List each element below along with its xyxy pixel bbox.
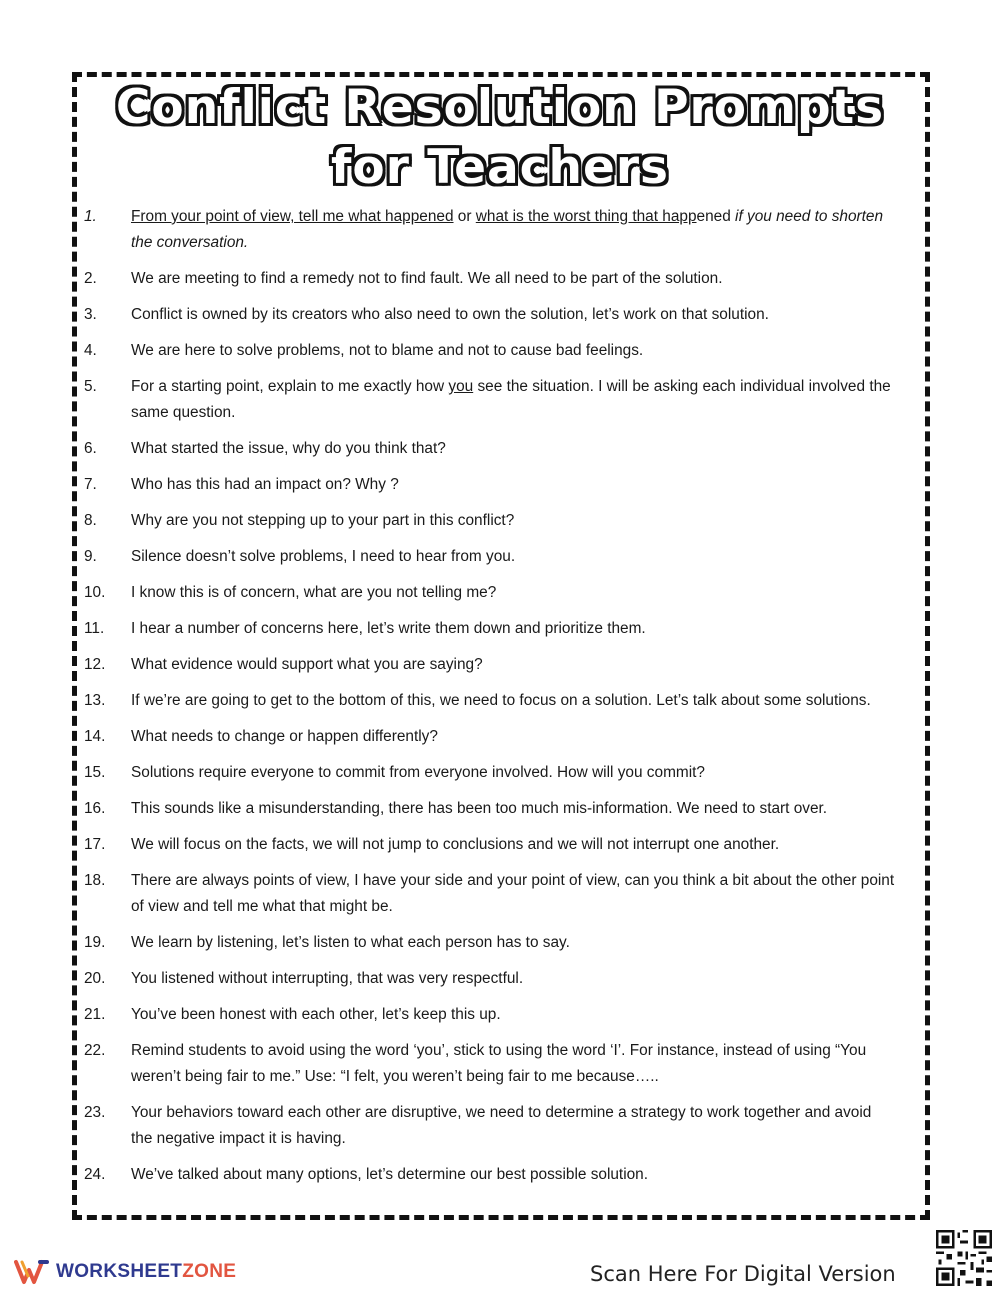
- prompt-text: [131, 760, 896, 786]
- prompt-text-segment: We will focus on the facts, we will not jump to conclusions and we will not interrupt one another.: [131, 836, 780, 853]
- scan-caption: Scan Here For Digital Version: [590, 1262, 896, 1286]
- prompt-number: 7.: [84, 476, 97, 493]
- prompt-number: 11.: [84, 620, 105, 637]
- prompt-number: 1.: [84, 208, 97, 225]
- prompt-text: [131, 796, 896, 822]
- brand-name: [56, 1261, 236, 1283]
- prompt-item: [84, 1038, 896, 1090]
- prompt-text-segment: Silence doesn’t solve problems, I need to hear from you.: [131, 548, 516, 565]
- prompt-item: [84, 266, 896, 292]
- prompt-item: [84, 688, 896, 714]
- prompt-number: 15.: [84, 764, 106, 781]
- prompt-text-segment: For a starting point, explain to me exactly how: [131, 378, 449, 395]
- prompt-text: [131, 580, 896, 606]
- prompt-text: [131, 688, 896, 714]
- prompt-text-segment: Remind students to avoid using the word ‘you’, stick to using the word ‘I’. For instance, instead of using “You weren’t being fair to me.” Use: “I felt, you weren’t being fair to me because…..: [131, 1042, 867, 1085]
- brand-name-part-2: ZONE: [182, 1261, 237, 1282]
- prompt-number: 20.: [84, 970, 106, 987]
- prompt-text: [131, 868, 896, 920]
- prompt-item: [84, 302, 896, 328]
- prompt-item: [84, 1100, 896, 1152]
- prompt-number: 9.: [84, 548, 97, 565]
- prompt-text-segment: You’ve been honest with each other, let’s keep this up.: [131, 1006, 501, 1023]
- title-line-1: Conflict Resolution Prompts: [115, 80, 885, 135]
- prompt-text-segment: you: [448, 378, 474, 395]
- worksheet-zone-logo-icon: [14, 1258, 50, 1286]
- prompt-text-segment: what is the worst thing that happ: [475, 208, 697, 225]
- prompt-number: 5.: [84, 378, 97, 395]
- prompt-text: [131, 544, 896, 570]
- prompt-item: [84, 374, 896, 426]
- brand-name-part-1: WORKSHEET: [56, 1261, 183, 1282]
- prompt-item: [84, 966, 896, 992]
- brand-logo[interactable]: [14, 1258, 236, 1286]
- prompt-text-segment: We learn by listening, let’s listen to what each person has to say.: [131, 934, 570, 951]
- qr-code-icon[interactable]: [936, 1230, 992, 1286]
- prompt-text: [131, 436, 896, 462]
- prompt-text-segment: If we’re are going to get to the bottom of this, we need to focus on a solution. Let’s talk about some solutions.: [131, 692, 871, 709]
- prompt-text: [131, 966, 896, 992]
- prompt-number: 21.: [84, 1006, 106, 1023]
- prompt-number: 8.: [84, 512, 97, 529]
- prompt-item: [84, 724, 896, 750]
- prompt-number: 6.: [84, 440, 97, 457]
- prompt-number: 16.: [84, 800, 106, 817]
- prompt-text: [131, 1100, 896, 1152]
- prompt-item: [84, 760, 896, 786]
- prompt-number: 10.: [84, 584, 106, 601]
- prompt-text-segment: Why are you not stepping up to your part in this conflict?: [131, 512, 515, 529]
- prompt-text: [131, 1002, 896, 1028]
- prompt-text-segment: Solutions require everyone to commit from everyone involved. How will you commit?: [131, 764, 705, 781]
- prompt-text-segment: You listened without interrupting, that was very respectful.: [131, 970, 524, 987]
- prompt-item: [84, 652, 896, 678]
- prompt-number: 2.: [84, 270, 97, 287]
- prompt-number: 12.: [84, 656, 106, 673]
- prompt-text: [131, 302, 896, 328]
- prompt-text-segment: What started the issue, why do you think that?: [131, 440, 446, 457]
- prompt-item: [84, 616, 896, 642]
- prompt-number: 17.: [84, 836, 106, 853]
- prompt-number: 13.: [84, 692, 106, 709]
- prompt-text: [131, 266, 896, 292]
- prompt-number: 19.: [84, 934, 106, 951]
- prompt-item: [84, 436, 896, 462]
- prompt-number: 22.: [84, 1042, 106, 1059]
- prompt-text: [131, 338, 896, 364]
- prompt-text: [131, 616, 896, 642]
- prompt-text-segment: ened: [696, 208, 736, 225]
- prompt-text-segment: or: [453, 208, 476, 225]
- prompt-item: [84, 930, 896, 956]
- prompt-number: 18.: [84, 872, 106, 889]
- prompt-text: [131, 508, 896, 534]
- page-title: [0, 78, 1000, 198]
- prompt-text: [131, 652, 896, 678]
- prompt-number: 4.: [84, 342, 97, 359]
- title-line-2: for Teachers: [330, 140, 670, 195]
- prompt-text-segment: Your behaviors toward each other are disruptive, we need to determine a strategy to work together and avoid the negative impact it is having.: [131, 1104, 872, 1147]
- prompt-item: [84, 508, 896, 534]
- prompt-item: [84, 580, 896, 606]
- prompt-item: [84, 1162, 896, 1188]
- prompt-text-segment: We are here to solve problems, not to blame and not to cause bad feelings.: [131, 342, 644, 359]
- prompt-item: [84, 1002, 896, 1028]
- prompt-text-segment: There are always points of view, I have your side and your point of view, can you think a bit about the other point of view and tell me what that might be.: [131, 872, 895, 915]
- prompt-text: [131, 1162, 896, 1188]
- prompt-item: [84, 472, 896, 498]
- prompt-text: [131, 832, 896, 858]
- prompt-text-segment: Conflict is owned by its creators who also need to own the solution, let’s work on that solution.: [131, 306, 769, 323]
- prompt-text: [131, 724, 896, 750]
- prompt-text: [131, 204, 896, 256]
- prompt-text-segment: What needs to change or happen differently?: [131, 728, 438, 745]
- prompt-text: [131, 472, 896, 498]
- prompt-text: [131, 930, 896, 956]
- prompt-number: 23.: [84, 1104, 106, 1121]
- prompt-item: [84, 338, 896, 364]
- prompt-text-segment: What evidence would support what you are saying?: [131, 656, 483, 673]
- prompt-text-segment: From your point of view, tell me what happened: [131, 208, 454, 225]
- prompt-item: [84, 832, 896, 858]
- prompt-item: [84, 868, 896, 920]
- prompt-item: [84, 796, 896, 822]
- prompt-item: [84, 204, 896, 256]
- prompt-text-segment: We are meeting to find a remedy not to find fault. We all need to be part of the solution.: [131, 270, 723, 287]
- prompt-text-segment: if you need to shorten the conversation.: [131, 208, 884, 251]
- prompt-text-segment: I hear a number of concerns here, let’s write them down and prioritize them.: [131, 620, 646, 637]
- prompt-number: 24.: [84, 1166, 106, 1183]
- prompt-text-segment: We’ve talked about many options, let’s determine our best possible solution.: [131, 1166, 649, 1183]
- prompt-number: 14.: [84, 728, 106, 745]
- prompt-text-segment: This sounds like a misunderstanding, there has been too much mis-information. We need to start over.: [131, 800, 828, 817]
- prompt-text: [131, 374, 896, 426]
- prompt-number: 3.: [84, 306, 97, 323]
- prompt-text-segment: see the situation. I will be asking each individual involved the same question.: [131, 378, 891, 421]
- prompt-text-segment: Who has this had an impact on? Why ?: [131, 476, 399, 493]
- prompt-list: [84, 204, 896, 1198]
- prompt-item: [84, 544, 896, 570]
- prompt-text-segment: I know this is of concern, what are you not telling me?: [131, 584, 497, 601]
- prompt-text: [131, 1038, 896, 1090]
